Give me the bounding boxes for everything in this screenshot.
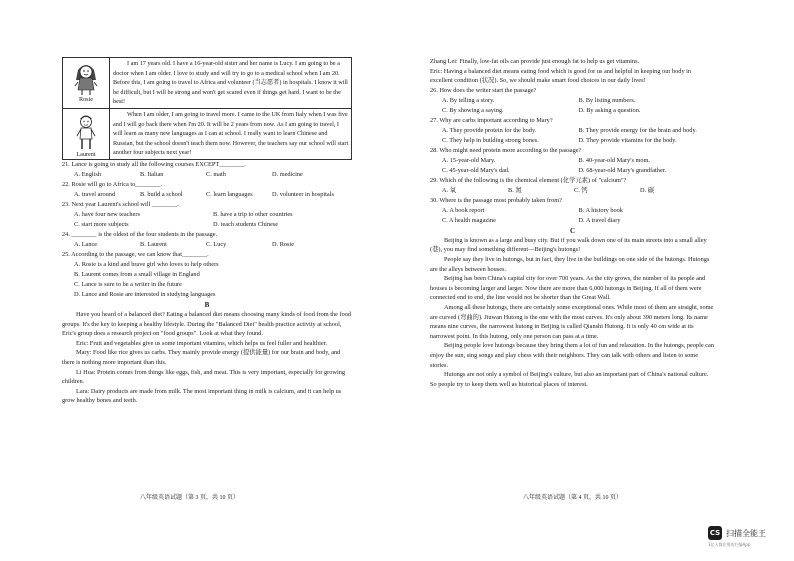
- passage-paragraph: Among all these hutongs, there are certainly some exceptional ones. While most of them are straight, some are curved (弯曲的). Jiuwan Hutong is the one with the most curves. It's only about 390 meters long. Its name means nine curves, the narrowest hutong in Beijing is called Qianshi Hutong. It is only 40 cm wide at its narrowest point. In this hutong, only one person can pass at a time.: [430, 303, 714, 340]
- laurent-text: When I am older, I am going to travel more. I came to the UK from Italy when I was five and I will go back there when I'm 20. It will be 2 years from now. As I am going to travel, I will learn as many new languages as I can at school. I really want to learn Chinese and Russian, but the school doesn't teach them now. However, the teachers say our school will start another four subjects next year!: [110, 108, 352, 159]
- passage-b-continued: [430, 57, 715, 86]
- answer-option: C. A health magazine: [442, 216, 496, 224]
- laurent-illustration-icon: [74, 111, 98, 151]
- passage-paragraph: Hutongs are not only a symbol of Beijing's culture, but also an important part of China's national culture. So people try to keep them well as historical places of interest.: [430, 371, 709, 388]
- question-stem: 27. Why are carbs important according to Mary?: [430, 116, 553, 124]
- answer-option: B. have a trip to other countries: [213, 210, 293, 218]
- laurent-name: Laurent: [76, 150, 96, 158]
- answer-option: C. 钙: [574, 186, 588, 194]
- camscanner-logo-icon: CS: [708, 526, 722, 540]
- left-page-footer: 八年级英语试题（第 3 页，共 10 页）: [140, 495, 240, 501]
- left-page: [62, 0, 352, 561]
- answer-option: D. teach students Chinese: [213, 220, 279, 228]
- passage-paragraph: Have you heard of a balanced diet? Eating a balanced diet means choosing many kinds of food from the food groups. It's the key to keeping a healthy lifestyle. During the "Balanced Diet" health practice activity at school, Eric's group does a research project on "food groups". Look at what they found.: [62, 310, 352, 338]
- options-row: [430, 96, 715, 106]
- options-row: [62, 240, 352, 250]
- options-row: [62, 210, 352, 220]
- watermark-subtitle: 3亿人都在用的扫描App: [708, 542, 751, 547]
- answer-option: D. Lance and Rosie are interested in studying languages: [74, 290, 216, 298]
- section-b-title: B: [204, 300, 210, 309]
- answer-option: B. A history book: [578, 206, 623, 214]
- options-row: [62, 170, 352, 180]
- left-questions: [62, 160, 352, 300]
- rosie-name: Rosie: [78, 96, 94, 103]
- options-row: [430, 166, 715, 176]
- answer-option: B. By listing numbers.: [578, 96, 636, 104]
- question-stem: 22. Rosie will go to Africa to________.: [62, 180, 163, 188]
- answer-option: C. Lucy: [206, 240, 227, 248]
- answer-option: B. build a school: [140, 190, 183, 198]
- answer-option: A. A book report: [442, 206, 485, 214]
- passage-paragraph: Beijing has been China's capital city for over 700 years. As the city grows, the number of its people and houses is becoming larger and larger. Now there are more than 6,000 hutongs in Beijing. If all of them were connected end to end, the line would not be shorter than the Great Wall.: [430, 275, 706, 302]
- question-stem: 21. Lance is going to study all the following courses EXCEPT________.: [62, 160, 246, 168]
- answer-option: B. 40-year-old Mary's mom.: [578, 156, 650, 164]
- options-row: [430, 136, 715, 146]
- options-row: [62, 190, 352, 200]
- answer-option: C. Lance is sure to be a writer in the future: [74, 280, 182, 288]
- answer-option: D. medicine: [272, 170, 303, 178]
- options-row: [430, 126, 715, 136]
- answer-option: D. Rosie: [272, 240, 295, 248]
- students-table: [62, 57, 352, 160]
- options-row: [62, 220, 352, 230]
- answer-option: A. travel around: [74, 190, 116, 198]
- answer-option: D. 68-year-old Mary's grandfather.: [578, 166, 667, 174]
- question-stem: 23. Next year Laurent's school will ________.: [62, 200, 179, 208]
- answer-option: A. 氧: [442, 186, 456, 194]
- table-row: [63, 108, 352, 159]
- passage-paragraph: Beijing is known as a large and busy city. But if you walk down one of its main streets into a small alley (巷), you may find something different—Beijing's hutongs!: [430, 236, 707, 254]
- answer-option: C. By showing a saying.: [442, 106, 504, 114]
- answer-option: B. They provide energy for the brain and body.: [578, 126, 697, 134]
- answer-option: A. 15-year-old Mary.: [442, 156, 496, 164]
- answer-option: D. By asking a question.: [578, 106, 641, 114]
- passage-paragraph: Lara: Dairy products are made from milk. The most important thing in milk is calcium, and it can help us grow healthy bones and teeth.: [62, 387, 342, 405]
- answer-option: B. 氮: [508, 186, 522, 194]
- answer-option: A. By telling a story.: [442, 96, 495, 104]
- answer-option: C. math: [206, 170, 226, 178]
- question-stem: 24. ________ is the oldest of the four students in the passage.: [62, 230, 218, 238]
- answer-option: A. have four new teachers: [74, 210, 140, 218]
- answer-option: A. Lance: [74, 240, 98, 248]
- answer-option: D. They provide vitamins for the body.: [578, 136, 677, 144]
- answer-option: D. 碳: [640, 186, 654, 194]
- answer-option: B. Italian: [140, 170, 164, 178]
- table-row: [63, 58, 352, 109]
- answer-option: A. Rosie is a kind and brave girl who loves to help others: [74, 260, 219, 268]
- question-stem: 29. Which of the following is the chemical element (化学元素) of "calcium"?: [430, 176, 627, 184]
- answer-option: B. Laurent: [140, 240, 167, 248]
- rosie-cell: [63, 58, 110, 109]
- answer-option: D. volunteer in hospitals: [272, 190, 334, 198]
- options-row: [430, 156, 715, 166]
- passage-paragraph: People say they live in hutongs, but in fact, they live in the buildings on one side of the hutongs. Hutongs are the alleys between houses.: [430, 255, 710, 273]
- answer-option: B. Laurent comes from a small village in England: [74, 270, 200, 278]
- right-questions: [430, 86, 715, 226]
- passage-paragraph: Mary: Food like rice gives us carbs. They mainly provide energy (提供能量) for our brain and body, and there is nothing more important than this.: [62, 349, 341, 366]
- scanner-watermark: [708, 526, 766, 540]
- passage-paragraph: Li Hua: Protein comes from things like eggs, fish, and meat. This is very important, especially for growing children.: [62, 368, 346, 386]
- answer-option: D. A travel diary: [578, 216, 621, 224]
- passage-paragraph: Eric: Fruit and vegetables give us some important vitamins, which helps us feel fuller and healthier.: [76, 339, 327, 347]
- answer-option: C. start more subjects: [74, 220, 129, 228]
- question-stem: 28. Who might need protein more according to the passage?: [430, 146, 582, 154]
- right-page-footer: 八年级英语试题（第 4 页，共 10 页）: [523, 495, 623, 501]
- passage-b: [62, 310, 352, 406]
- options-row: [430, 216, 715, 226]
- laurent-cell: [63, 108, 110, 159]
- answer-option: C. learn languages: [206, 190, 253, 198]
- section-c-title: C: [569, 226, 576, 235]
- options-row: [430, 206, 715, 216]
- passage-paragraph: Beijing people love hutongs because they bring them a lot of fun and relaxation. In the hutongs, people can enjoy the sun, sing songs and play chess with their neighbors. They can talk with others and listen to some stories.: [430, 342, 714, 369]
- rosie-illustration-icon: [74, 60, 98, 96]
- right-page: [430, 0, 715, 561]
- answer-option: A. English: [74, 170, 101, 178]
- answer-option: C. They help in building strong bones.: [442, 136, 539, 144]
- question-stem: 26. How does the writer start the passage?: [430, 86, 537, 94]
- passage-c: [430, 236, 715, 390]
- options-row: [430, 106, 715, 116]
- question-stem: 25. According to the passage, we can know that________.: [62, 250, 209, 258]
- passage-paragraph: Zhang Lei: Finally, low-fat oils can provide just enough fat to help us get vitamins.: [430, 58, 640, 65]
- question-stem: 30. Where is the passage most probably taken from?: [430, 196, 562, 204]
- passage-paragraph: Eric: Having a balanced diet means eating food which is good for us and helpful in keeping our body in excellent condition (状况). So, we should make smart food choices in our daily lives!: [430, 67, 692, 85]
- answer-option: C. 45-year-old Mary's dad.: [442, 166, 510, 174]
- answer-option: A. They provide protein for the body.: [442, 126, 537, 134]
- options-row: [430, 186, 715, 196]
- watermark-name: 扫描全能王: [726, 528, 766, 538]
- rosie-text: I am 17 years old. I have a 16-year-old sister and her name is Lucy. I am going to be a doctor when I am older. I love to study and will try to go to a medical school when I am 20. Before this, I am going to travel to Africa and volunteer (当志愿者) in hospitals. I know it will be difficult, but I will be strong and won't get scared even if things get hard. I want to be the best!: [110, 58, 352, 109]
